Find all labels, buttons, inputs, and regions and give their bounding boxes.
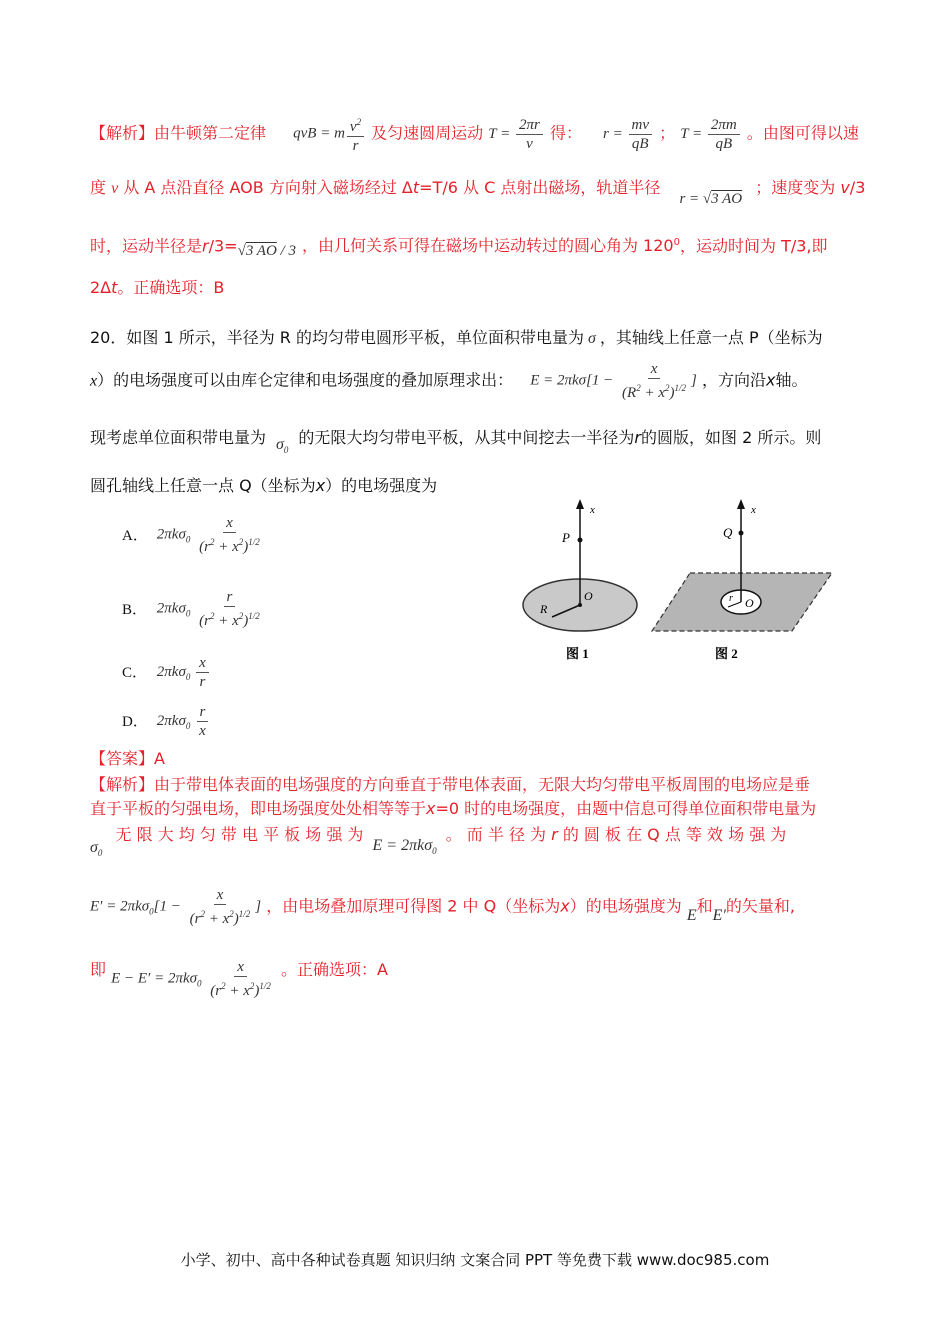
- origin-label-2: O: [745, 596, 754, 610]
- formula-radius: r = $\frac{mv}{qB}$: [603, 116, 654, 153]
- option-a: A． 2πkσ$_0$ $\frac{x}{(r^2 + x^2)^{1/2}}$: [122, 515, 260, 555]
- figure-disks: [510, 495, 850, 675]
- answer-line: [90, 747, 860, 771]
- point-q-label: Q: [723, 525, 733, 540]
- formula-sqrt-ao: r = √3 AO: [679, 190, 743, 207]
- formula-period: T = $\frac{2\pi r}{v}$: [488, 116, 545, 153]
- solution1-line4: 2Δt。正确选项：B: [90, 278, 225, 297]
- solution1-line2: 度 v 从 A 点沿直径 AOB 方向射入磁场经过 Δt=T/6 从 C 点射出磁场，轨道半径 r = √3 AO ；速度变为 v/3: [90, 176, 860, 201]
- solution2-line5: 即 E − E′ = 2πkσ$_0$ $\frac{x}{(r^2 + x^2)^{1/2}}$ 。正确选项：A: [90, 959, 388, 999]
- formula-disk-field-prime: E′ = 2πkσ$_0$[1 − $\frac{x}{(r^2 + x^2)^{1/2}}$ ]: [90, 887, 262, 927]
- figure1: [523, 499, 637, 661]
- page-footer: 小学、初中、高中各种试卷真题 知识归纳 文案合同 PPT 等免费下载 www.doc985.com: [180, 1251, 770, 1269]
- formula-period-m: T = $\frac{2\pi m}{qB}$: [680, 116, 742, 153]
- figure2-caption: 图 2: [715, 646, 738, 661]
- point-p-label: P: [562, 530, 570, 545]
- radius-label-1: R: [540, 602, 548, 616]
- answer-tag: 【答案】: [90, 749, 155, 768]
- axis-arrow-1: [576, 499, 584, 509]
- figure1-caption: 图 1: [566, 646, 589, 661]
- formula-final: E − E′ = 2πkσ$_0$ $\frac{x}{(r^2 + x^2)^{1/2}}$: [111, 959, 271, 999]
- point-q: [739, 531, 744, 536]
- point-p: [578, 538, 583, 543]
- solution2-line3: $\sigma_0$ 无 限 大 均 匀 带 电 平 板 场 强 为 E = 2πkσ$_0$ 。 而 半 径 为 r 的 圆 板 在 Q 点 等 效 场 强 为: [90, 825, 787, 859]
- option-c: C． 2πkσ$_0$ $\frac{x}{r}$: [122, 654, 211, 691]
- option-d: D． 2πkσ$_0$ $\frac{r}{x}$: [122, 703, 211, 740]
- solution1-line1: 【解析】由牛顿第二定律 qvB = m $\frac{v^2}{r}$ 及匀速圆周运动 T = $\frac{2\pi r}{v}$ 得： r = $\frac{mv}{qB}$ ； T = $\frac{2\pi m}{qB}$ 。由图可得以速: [90, 113, 860, 163]
- question20-line2: x）的电场强度可以由库仑定律和电场强度的叠加原理求出： E = 2πkσ[1 − $\frac{x}{(R^2 + x^2)^{1/2}}$ ] ，方向沿x轴。: [90, 361, 808, 401]
- solution2-line4: E′ = 2πkσ$_0$[1 − $\frac{x}{(r^2 + x^2)^{1/2}}$ ] ，由电场叠加原理可得图 2 中 Q（坐标为x）的电场强度为 E和E′的矢量和,: [90, 887, 795, 927]
- formula-plate-field: E = 2πkσ$_0$: [372, 837, 437, 857]
- solution-tag: 【解析】: [90, 775, 155, 794]
- origin-dot-1: [578, 603, 582, 607]
- axis-label-2: x: [751, 504, 756, 516]
- origin-label-1: O: [584, 589, 593, 603]
- option-b: B． 2πkσ$_0$ $\frac{r}{(r^2 + x^2)^{1/2}}$: [122, 589, 260, 629]
- sigma-symbol: σ: [584, 330, 600, 347]
- answer-value: A: [154, 749, 165, 768]
- formula-newton: qvB = m $\frac{v^2}{r}$: [293, 113, 366, 155]
- axis-arrow-2: [737, 499, 745, 509]
- solution2-line1: 【解析】由于带电体表面的电场强度的方向垂直于带电体表面，无限大均匀带电平板周围的电场应是垂: [90, 775, 811, 794]
- question20-line1: 20．如图 1 所示，半径为 R 的均匀带电圆形平板，单位面积带电量为 σ ，其轴线上任意一点 P（坐标为: [90, 328, 823, 347]
- formula-sqrt-ao-3: √3 AO / 3: [237, 242, 296, 259]
- solution-tag: 【解析】: [90, 123, 155, 143]
- question20-line4: 圆孔轴线上任意一点 Q（坐标为x）的电场强度为: [90, 476, 438, 495]
- solution1-line3: 时，运动半径是r/3=√3 AO / 3 ，由几何关系可得在磁场中运动转过的圆心角为 $120^0$，运动时间为 T/3,即: [90, 231, 860, 259]
- sigma0-symbol: $\sigma_0$: [90, 839, 103, 859]
- formula-disk-field: E = 2πkσ[1 − $\frac{x}{(R^2 + x^2)^{1/2}}$ ]: [530, 361, 697, 401]
- solution2-line2: 直于平板的匀强电场，即电场强度处处相等等于x=0 时的电场强度，由题中信息可得单位面积带电量为: [90, 799, 817, 818]
- sigma0-symbol: $\sigma_0$: [276, 436, 289, 456]
- figure2: [652, 499, 832, 661]
- radius-label-2: r: [729, 593, 733, 604]
- axis-label-1: x: [590, 504, 595, 516]
- question20-line3: 现考虑单位面积带电量为 $\sigma_0$的无限大均匀带电平板，从其中间挖去一半径为r的圆版，如图 2 所示。则: [90, 428, 822, 456]
